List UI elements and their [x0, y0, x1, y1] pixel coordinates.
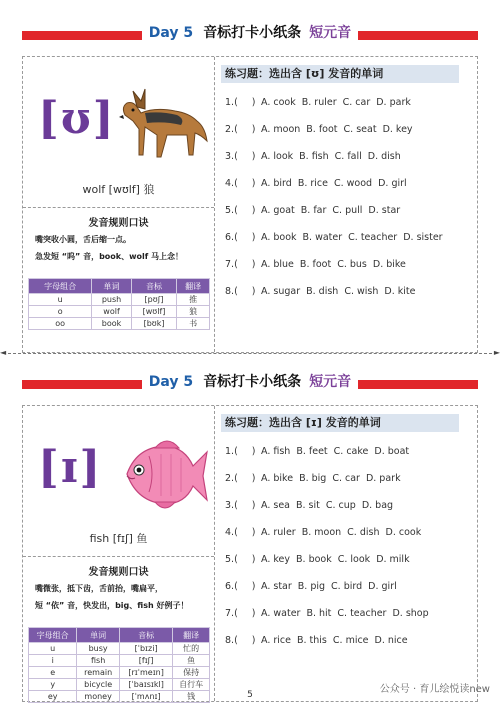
table-cell: 书: [177, 318, 210, 330]
option: A. look: [261, 151, 294, 162]
header-red-bar-left: [22, 380, 142, 389]
table-cell: oo: [29, 318, 92, 330]
option: C. cup: [325, 500, 356, 511]
column-header: 字母组合: [29, 628, 77, 643]
table-row: [29, 667, 210, 679]
table-cell: money: [77, 691, 120, 703]
card-title-text: 音标打卡小纸条: [203, 374, 302, 390]
question-number: 1.( ): [225, 97, 256, 108]
table-cell: u: [29, 294, 92, 306]
option: D. girl: [378, 178, 407, 189]
option: C. dish: [347, 527, 380, 538]
phonetic-symbol: [ʊ]: [38, 93, 116, 144]
question-number: 8.( ): [225, 286, 256, 297]
option: A. star: [261, 581, 292, 592]
table-cell: 忙的: [173, 643, 210, 655]
question-number: 3.( ): [225, 151, 256, 162]
table-row: [29, 655, 210, 667]
card-title: [147, 22, 353, 42]
question-number: 4.( ): [225, 178, 256, 189]
question-number: 3.( ): [225, 500, 256, 511]
arrow-left-icon: ◄: [0, 348, 7, 357]
option: D. dish: [367, 151, 401, 162]
exercise-item: [225, 205, 406, 216]
option: A. ruler: [261, 527, 296, 538]
column-header: 翻译: [177, 279, 210, 294]
table-cell: [ˈbɪzi]: [119, 643, 172, 655]
option: D. nice: [374, 635, 408, 646]
table-cell: busy: [77, 643, 120, 655]
exercise-item: [225, 554, 416, 565]
header-red-bar-right: [358, 31, 478, 40]
table-row: [29, 306, 210, 318]
table-header-row: [29, 279, 210, 294]
table-cell: [ˈbaɪsɪkl]: [119, 679, 172, 691]
question-number: 1.( ): [225, 446, 256, 457]
left-panel: [23, 57, 214, 352]
table-cell: 鱼: [173, 655, 210, 667]
option: C. car: [342, 97, 371, 108]
option: B. foot: [306, 124, 338, 135]
exercise-item: [225, 581, 403, 592]
option: B. fish: [299, 151, 329, 162]
column-header: 音标: [119, 628, 172, 643]
phonics-card-i: [22, 367, 478, 702]
option: C. look: [337, 554, 371, 565]
card-title-text: 音标打卡小纸条: [203, 25, 302, 41]
option: A. bird: [261, 178, 292, 189]
table-cell: u: [29, 643, 77, 655]
option: B. feet: [296, 446, 328, 457]
example-word: wolf [wʊlf] 狼: [82, 183, 155, 196]
question-number: 5.( ): [225, 554, 256, 565]
exercise-item: [225, 446, 415, 457]
column-header: 单词: [92, 279, 131, 294]
table-cell: push: [92, 294, 131, 306]
question-number: 7.( ): [225, 608, 256, 619]
table-cell: ey: [29, 691, 77, 703]
question-number: 6.( ): [225, 581, 256, 592]
table-row: [29, 643, 210, 655]
option: B. foot: [299, 259, 332, 270]
exercise-item: [225, 232, 449, 243]
exercise-item: [225, 124, 419, 135]
rule-line: 短 “依” 音，快发出，big、fish 好例子！: [35, 601, 189, 610]
table-cell: [bʊk]: [131, 318, 177, 330]
option: B. hit: [306, 608, 332, 619]
table-cell: o: [29, 306, 92, 318]
option: C. cake: [333, 446, 369, 457]
table-cell: 保持: [173, 667, 210, 679]
exercise-item: [225, 259, 412, 270]
option: D. park: [376, 97, 411, 108]
card-body: [22, 56, 478, 353]
table-header-row: [29, 628, 210, 643]
table-cell: e: [29, 667, 77, 679]
option: A. book: [261, 232, 297, 243]
table-cell: 推: [177, 294, 210, 306]
question-number: 6.( ): [225, 232, 256, 243]
option: B. big: [299, 473, 327, 484]
option: D. park: [365, 473, 401, 484]
option: D. kite: [384, 286, 416, 297]
exercise-panel: [215, 57, 477, 352]
example-word: fish [fɪʃ] 鱼: [89, 532, 148, 545]
option: B. water: [302, 232, 343, 243]
card-subtitle: 短元音: [309, 374, 352, 390]
exercise-item: [225, 635, 414, 646]
column-header: 音标: [131, 279, 177, 294]
phonics-card-u: [22, 18, 478, 353]
option: B. far: [300, 205, 327, 216]
table-cell: 狼: [177, 306, 210, 318]
rule-line: 急发短 “呜” 音，book、wolf 马上念！: [35, 252, 184, 261]
table-cell: bicycle: [77, 679, 120, 691]
rule-title: 发音规则口诀: [88, 218, 149, 229]
rule-title: 发音规则口诀: [88, 567, 149, 578]
exercise-item: [225, 178, 413, 189]
table-row: [29, 294, 210, 306]
table-row: [29, 318, 210, 330]
exercise-item: [225, 527, 427, 538]
cut-line: [0, 349, 500, 357]
option: A. rice: [261, 635, 291, 646]
option: A. bike: [261, 473, 294, 484]
column-header: 单词: [77, 628, 120, 643]
option: B. dish: [306, 286, 339, 297]
card-body: [22, 405, 478, 702]
option: C. pull: [332, 205, 363, 216]
table-cell: [fɪʃ]: [119, 655, 172, 667]
option: A. goat: [261, 205, 295, 216]
option: A. moon: [261, 124, 301, 135]
table-cell: y: [29, 679, 77, 691]
exercise-panel: [215, 406, 477, 701]
option: B. rice: [297, 178, 328, 189]
option: B. pig: [297, 581, 326, 592]
question-number: 5.( ): [225, 205, 256, 216]
option: D. sister: [403, 232, 443, 243]
option: A. water: [261, 608, 301, 619]
question-number: 7.( ): [225, 259, 256, 270]
left-panel: [23, 406, 214, 701]
option: B. book: [296, 554, 332, 565]
option: C. fall: [334, 151, 362, 162]
option: D. bag: [361, 500, 394, 511]
page-number: 5: [247, 690, 253, 700]
phonetic-symbol: [ɪ]: [38, 442, 103, 493]
question-number: 2.( ): [225, 473, 256, 484]
option: C. bus: [337, 259, 367, 270]
table-cell: wolf: [92, 306, 131, 318]
table-cell: [wʊlf]: [131, 306, 177, 318]
option: D. boat: [374, 446, 410, 457]
card-header: [22, 367, 478, 405]
exercise-item: [225, 97, 417, 108]
exercise-item: [225, 473, 407, 484]
watermark: 公众号 · 育儿绘悦读new: [379, 684, 490, 695]
table-cell: fish: [77, 655, 120, 667]
section-divider: [23, 207, 214, 208]
option: D. star: [368, 205, 401, 216]
day-label: Day 5: [148, 25, 194, 41]
exercise-item: [225, 608, 435, 619]
table-cell: [pʊʃ]: [131, 294, 177, 306]
question-number: 4.( ): [225, 527, 256, 538]
table-cell: remain: [77, 667, 120, 679]
column-header: 字母组合: [29, 279, 92, 294]
rule-line: 嘴微张，抵下齿，舌前抬，嘴扁平，: [35, 584, 163, 593]
option: B. sit: [296, 500, 320, 511]
question-number: 8.( ): [225, 635, 256, 646]
header-red-bar-right: [358, 380, 478, 389]
option: C. teacher: [348, 232, 398, 243]
card-header: [22, 18, 478, 56]
header-red-bar-left: [22, 31, 142, 40]
exercise-title: 练习题：选出含 [ʊ] 发音的单词: [221, 65, 459, 83]
option: A. sea: [261, 500, 290, 511]
option: A. cook: [261, 97, 296, 108]
table-cell: [ˈmʌnɪ]: [119, 691, 172, 703]
table-cell: book: [92, 318, 131, 330]
table-cell: [rɪˈmeɪn]: [119, 667, 172, 679]
option: D. shop: [392, 608, 429, 619]
exercise-item: [225, 500, 399, 511]
spelling-table: [28, 278, 210, 330]
option: A. sugar: [261, 286, 301, 297]
option: D. milk: [376, 554, 410, 565]
card-title: [147, 371, 353, 391]
option: C. mice: [332, 635, 369, 646]
option: C. bird: [331, 581, 363, 592]
option: C. wood: [333, 178, 373, 189]
rule-line: 嘴突收小圆，舌后缩一点。: [35, 235, 131, 244]
arrow-right-icon: ►: [493, 348, 500, 357]
table-cell: 自行车: [173, 679, 210, 691]
option: D. bike: [372, 259, 406, 270]
option: A. fish: [261, 446, 291, 457]
option: D. key: [382, 124, 413, 135]
card-subtitle: 短元音: [309, 25, 352, 41]
option: C. seat: [343, 124, 377, 135]
option: C. teacher: [337, 608, 387, 619]
option: D. girl: [368, 581, 397, 592]
option: C. wish: [344, 286, 379, 297]
exercise-item: [225, 151, 407, 162]
section-divider: [23, 556, 214, 557]
exercise-item: [225, 286, 421, 297]
option: B. moon: [301, 527, 342, 538]
option: D. cook: [385, 527, 422, 538]
option: B. this: [296, 635, 327, 646]
option: B. ruler: [301, 97, 337, 108]
day-label: Day 5: [148, 374, 194, 390]
option: C. car: [332, 473, 360, 484]
question-number: 2.( ): [225, 124, 256, 135]
option: A. key: [261, 554, 291, 565]
wolf-icon: [115, 77, 210, 167]
column-header: 翻译: [173, 628, 210, 643]
table-row: [29, 679, 210, 691]
table-cell: 钱: [173, 691, 210, 703]
table-cell: i: [29, 655, 77, 667]
exercise-title: 练习题：选出含 [ɪ] 发音的单词: [221, 414, 459, 432]
option: A. blue: [261, 259, 294, 270]
fish-icon: [115, 426, 210, 516]
